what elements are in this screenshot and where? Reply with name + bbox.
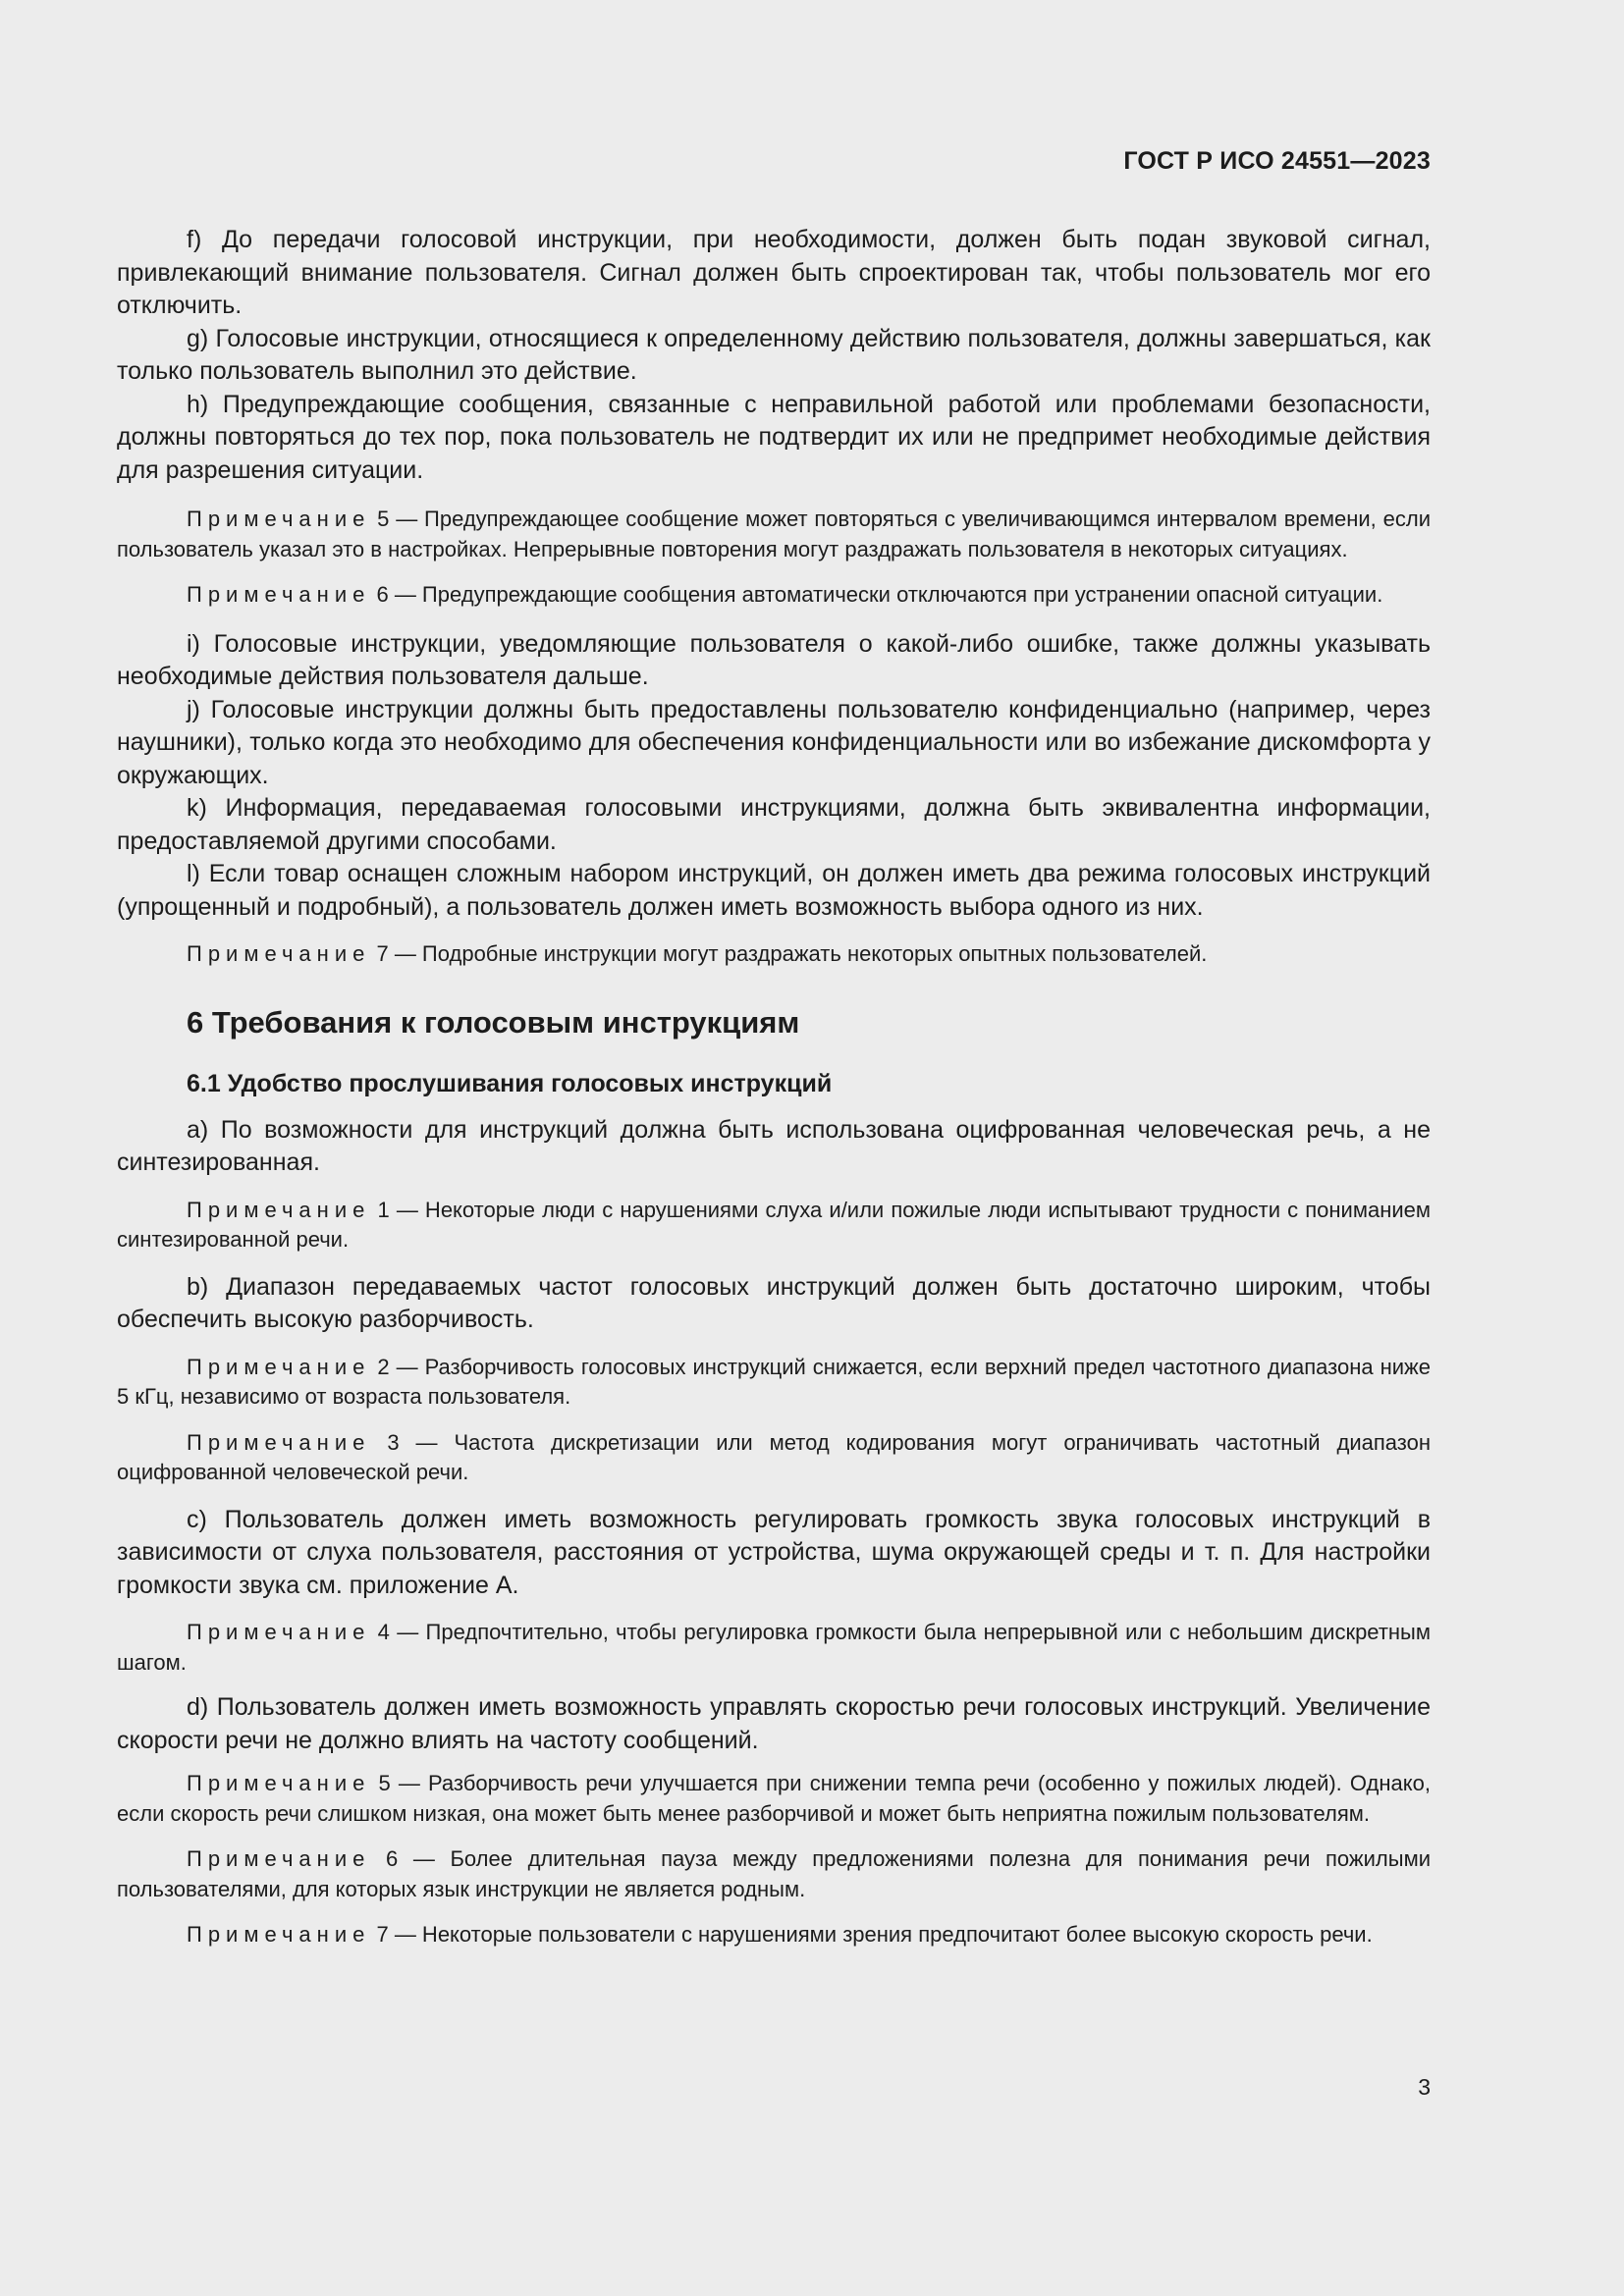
paragraph-a: a) По возможности для инструкций должна быть использована оцифрованная человеческая речь, а не синтезированная. <box>117 1115 1431 1176</box>
document-header: ГОСТ Р ИСО 24551—2023 <box>1123 147 1431 175</box>
section-heading-6: 6 Требования к голосовым инструкциям <box>187 1004 800 1040</box>
note-7b: Примечание 7 — Некоторые пользователи с нарушениями зрения предпочитают более высокую скорость речи. <box>187 1922 1373 1947</box>
paragraph-j: j) Голосовые инструкции должны быть предоставлены пользователю конфиденциально (например, через наушники), только когда это необходимо для обеспечения конфиденциальности или во избежание дискомфорта у окружающих. <box>117 695 1431 789</box>
note-label: Примечание <box>187 1429 371 1455</box>
note-label: Примечание <box>187 1922 371 1947</box>
page-number: 3 <box>1418 2074 1431 2100</box>
paragraph-d: d) Пользователь должен иметь возможность управлять скоростью речи голосовых инструкций. Увеличение скорости речи не должно влиять на частоту сообщений. <box>117 1693 1431 1754</box>
paragraph-h: h) Предупреждающие сообщения, связанные с неправильной работой или проблемами безопасности, должны повторяться до тех пор, пока пользователь не подтвердит их или не предпримет необходимые действия для разрешения ситуации. <box>117 390 1431 484</box>
paragraph-b: b) Диапазон передаваемых частот голосовых инструкций должен быть достаточно широким, чтобы обеспечить высокую разборчивость. <box>117 1272 1431 1333</box>
note-label: Примечание <box>187 507 371 531</box>
note-label: Примечание <box>187 1620 371 1644</box>
note-7: Примечание 7 — Подробные инструкции могут раздражать некоторых опытных пользователей. <box>187 941 1208 966</box>
note-label: Примечание <box>187 941 371 966</box>
paragraph-l: l) Если товар оснащен сложным набором инструкций, он должен иметь два режима голосовых инструкций (упрощенный и подробный), а пользователь должен иметь возможность выбора одного из них. <box>117 860 1431 921</box>
page-content <box>117 224 1431 1950</box>
note-1: Примечание 1 — Некоторые люди с нарушениями слуха и/или пожилые люди испытывают трудности с пониманием синтезированной речи. <box>117 1197 1431 1252</box>
paragraph-k: k) Информация, передаваемая голосовыми инструкциями, должна быть эквивалентна информации, предоставляемой другими способами. <box>117 794 1431 855</box>
note-3: Примечание 3 — Частота дискретизации или метод кодирования могут ограничивать частотный диапазон оцифрованной человеческой речи. <box>117 1429 1431 1484</box>
note-4: Примечание 4 — Предпочтительно, чтобы регулировка громкости была непрерывной или с небольшим дискретным шагом. <box>117 1620 1431 1675</box>
note-label: Примечание <box>187 1846 371 1871</box>
paragraph-c: c) Пользователь должен иметь возможность регулировать громкость звука голосовых инструкций в зависимости от слуха пользователя, расстояния от устройства, шума окружающей среды и т. п. Для настройки громкости звука см. приложение А. <box>117 1505 1431 1599</box>
subsection-heading-6-1: 6.1 Удобство прослушивания голосовых инструкций <box>187 1069 833 1097</box>
note-5b: Примечание 5 — Разборчивость речи улучшается при снижении темпа речи (особенно у пожилых людей). Однако, если скорость речи слишком низкая, она может быть менее разборчивой и может быть неприятна пожилым пользователям. <box>117 1771 1431 1826</box>
paragraph-i: i) Голосовые инструкции, уведомляющие пользователя о какой-либо ошибке, также должны указывать необходимые действия пользователя дальше. <box>117 629 1431 690</box>
note-6: Примечание 6 — Предупреждающие сообщения автоматически отключаются при устранении опасной ситуации. <box>187 582 1383 607</box>
paragraph-g: g) Голосовые инструкции, относящиеся к определенному действию пользователя, должны завершаться, как только пользователь выполнил это действие. <box>117 324 1431 385</box>
note-label: Примечание <box>187 1197 371 1222</box>
note-label: Примечание <box>187 582 371 607</box>
paragraph-f: f) До передачи голосовой инструкции, при необходимости, должен быть подан звуковой сигнал, привлекающий внимание пользователя. Сигнал должен быть спроектирован так, чтобы пользователь мог его отключить. <box>117 226 1431 319</box>
note-6b: Примечание 6 — Более длительная пауза между предложениями полезна для понимания речи пожилыми пользователями, для которых язык инструкции не является родным. <box>117 1846 1431 1901</box>
note-2: Примечание 2 — Разборчивость голосовых инструкций снижается, если верхний предел частотного диапазона ниже 5 кГц, независимо от возраста пользователя. <box>117 1354 1431 1409</box>
note-label: Примечание <box>187 1354 371 1379</box>
note-5: Примечание 5 — Предупреждающее сообщение может повторяться с увеличивающимся интервалом времени, если пользователь указал это в настройках. Непрерывные повторения могут раздражать пользователя в некоторых ситуациях. <box>117 507 1431 561</box>
note-label: Примечание <box>187 1771 371 1795</box>
